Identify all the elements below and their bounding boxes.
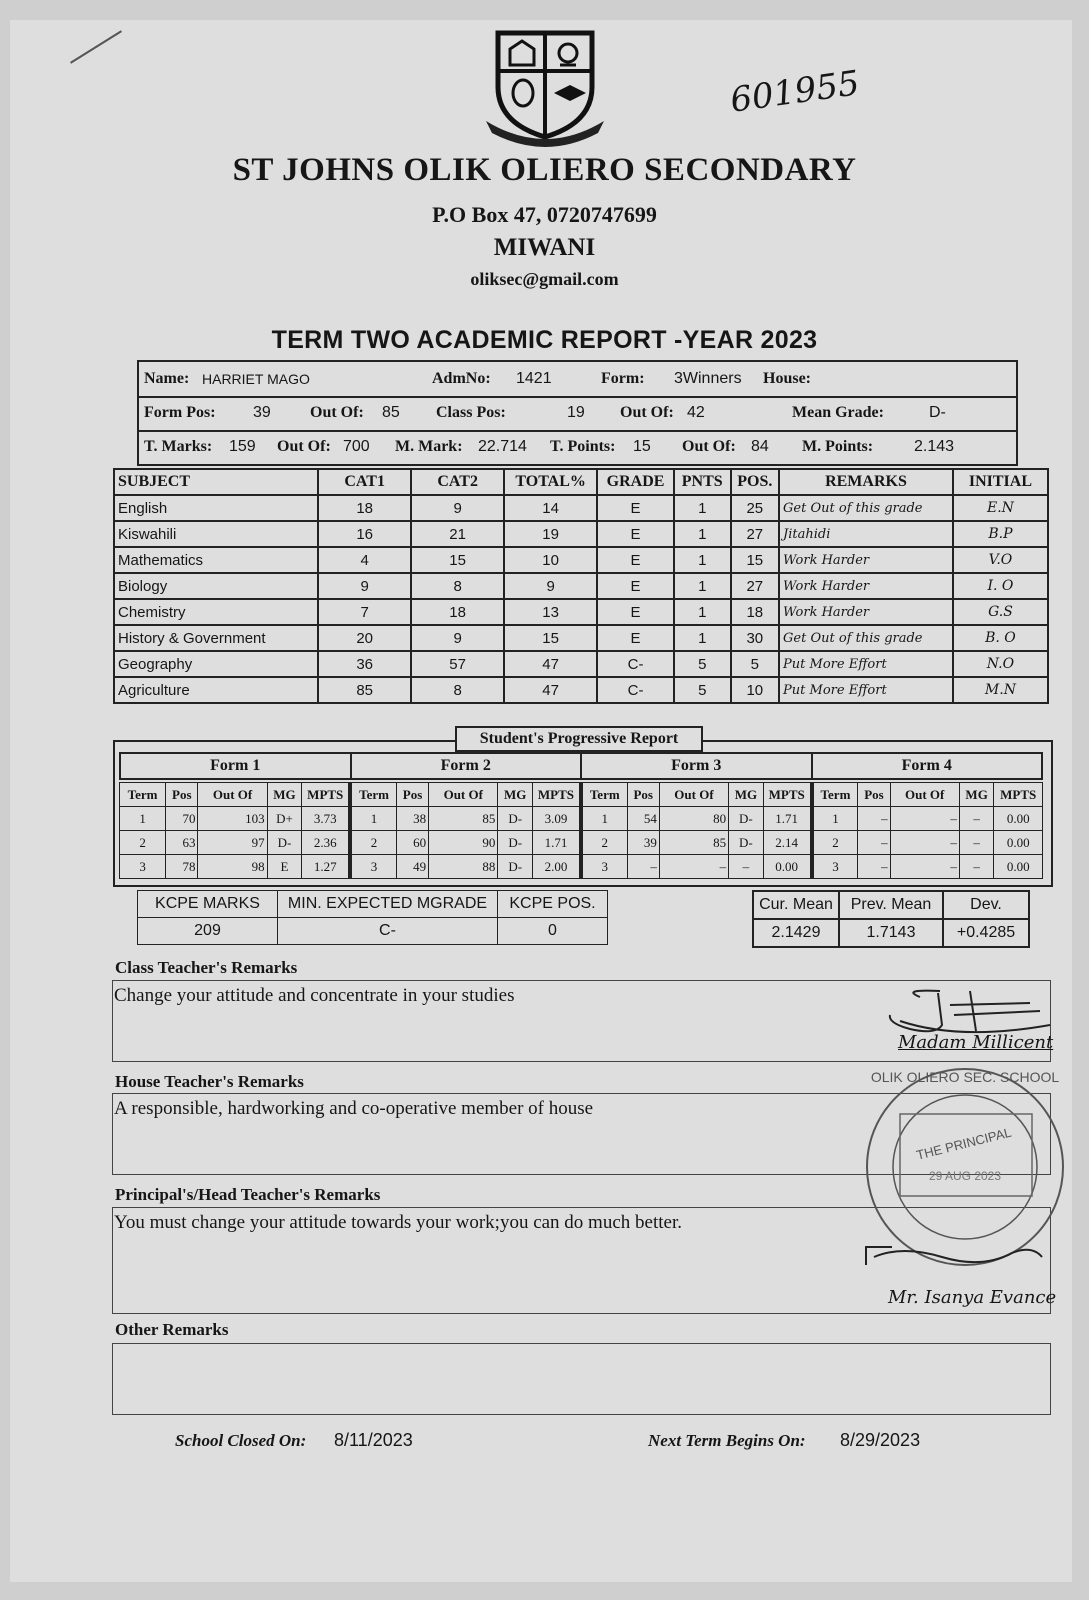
- form4-mpts: 0.00: [994, 855, 1043, 879]
- remark: Get Out of this grade: [779, 625, 953, 651]
- t-points-out-value: 84: [751, 438, 769, 455]
- position: 27: [731, 521, 780, 547]
- col-header-points: PNTS: [674, 469, 731, 495]
- form4-pos: –: [858, 855, 890, 879]
- subject-row: [114, 677, 1048, 703]
- remark: Work Harder: [779, 599, 953, 625]
- points: 5: [674, 651, 731, 677]
- teacher-initial: N.O: [953, 651, 1048, 677]
- total-percent: 9: [504, 573, 597, 599]
- subject-row: [114, 651, 1048, 677]
- form1-mg: D+: [267, 807, 302, 831]
- points: 1: [674, 599, 731, 625]
- form4-term: 3: [812, 855, 858, 879]
- name-label: Name:: [144, 370, 190, 387]
- po-box: P.O Box 47, 0720747699: [432, 202, 657, 227]
- info-row-positions: [139, 396, 1016, 432]
- remark: Work Harder: [779, 573, 953, 599]
- total-percent: 13: [504, 599, 597, 625]
- subject-row: [114, 573, 1048, 599]
- subject-name: Mathematics: [114, 547, 318, 573]
- class-pos-value: 19: [567, 404, 585, 421]
- form-2-header: Form 2: [351, 753, 582, 779]
- house-teacher-remarks-text: A responsible, hardworking and co-operative member of house: [114, 1098, 594, 1119]
- points: 1: [674, 495, 731, 521]
- adm-number: 1421: [516, 370, 552, 387]
- next-term-date: 8/29/2023: [840, 1430, 921, 1450]
- total-percent: 19: [504, 521, 597, 547]
- grade: E: [597, 599, 674, 625]
- total-percent: 47: [504, 651, 597, 677]
- subject-row: [114, 495, 1048, 521]
- m-mark-label: M. Mark:: [395, 438, 463, 455]
- form-out-label: Out Of:: [310, 404, 364, 421]
- info-row-identity: [139, 362, 1016, 398]
- mean-grade-value: D-: [929, 404, 946, 421]
- total-percent: 15: [504, 625, 597, 651]
- form4-term-header: Term: [812, 783, 858, 807]
- next-term-label: Next Term Begins On:: [648, 1431, 806, 1450]
- kcpe-pos-value: 0: [498, 918, 608, 945]
- points: 1: [674, 573, 731, 599]
- form-label: Form:: [601, 370, 645, 387]
- form3-mg-header: MG: [729, 783, 764, 807]
- form3-out-of: 85: [659, 831, 728, 855]
- subjects-header-row: [114, 469, 1048, 495]
- form2-term-header: Term: [350, 783, 396, 807]
- form2-mg: D-: [498, 831, 533, 855]
- form4-pos: –: [858, 831, 890, 855]
- col-header-position: POS.: [731, 469, 780, 495]
- principal-name: Mr. Isanya Evance: [888, 1287, 1057, 1308]
- progress-row: [120, 831, 1043, 855]
- cat1-score: 36: [318, 651, 411, 677]
- teacher-initial: M.N: [953, 677, 1048, 703]
- form1-pos: 78: [166, 855, 198, 879]
- form3-pos: 54: [627, 807, 659, 831]
- other-remarks-label: Other Remarks: [115, 1320, 229, 1339]
- form-out-value: 85: [382, 404, 400, 421]
- cat1-score: 4: [318, 547, 411, 573]
- cat2-score: 9: [411, 495, 504, 521]
- form1-term: 3: [120, 855, 166, 879]
- form-1-header: Form 1: [120, 753, 351, 779]
- grade: E: [597, 573, 674, 599]
- form1-mg: E: [267, 855, 302, 879]
- form3-out-of: –: [659, 855, 728, 879]
- col-header-cat2: CAT2: [411, 469, 504, 495]
- form2-mpts-header: MPTS: [532, 783, 580, 807]
- form1-term-header: Term: [120, 783, 166, 807]
- kcpe-pos-header: KCPE POS.: [498, 891, 608, 918]
- house-teacher-remarks-label: House Teacher's Remarks: [115, 1072, 304, 1091]
- form2-mg: D-: [498, 807, 533, 831]
- cat2-score: 8: [411, 573, 504, 599]
- form1-pos: 70: [166, 807, 198, 831]
- form2-term: 1: [350, 807, 396, 831]
- form1-mpts: 3.73: [302, 807, 350, 831]
- cat2-score: 8: [411, 677, 504, 703]
- grade: C-: [597, 677, 674, 703]
- form4-out-of-header: Out Of: [890, 783, 959, 807]
- report-title: TERM TWO ACADEMIC REPORT -YEAR 2023: [271, 326, 818, 354]
- form1-mg-header: MG: [267, 783, 302, 807]
- remark: Get Out of this grade: [779, 495, 953, 521]
- form1-term: 1: [120, 807, 166, 831]
- mean-value-row: [753, 919, 1029, 947]
- t-marks-value: 159: [229, 438, 256, 455]
- form1-term: 2: [120, 831, 166, 855]
- principal-signature: [862, 1235, 1052, 1275]
- form1-mpts: 2.36: [302, 831, 350, 855]
- teacher-initial: I. O: [953, 573, 1048, 599]
- form3-pos-header: Pos: [627, 783, 659, 807]
- form2-mpts: 2.00: [532, 855, 580, 879]
- form4-mpts-header: MPTS: [994, 783, 1043, 807]
- stamp-title: THE PRINCIPAL: [914, 1124, 1013, 1163]
- min-expected-mgrade-value: C-: [278, 918, 498, 945]
- kcpe-marks-value: 209: [138, 918, 278, 945]
- school-crest-logo: [480, 25, 610, 147]
- cat1-score: 7: [318, 599, 411, 625]
- form2-out-of: 85: [429, 807, 498, 831]
- form-4-header: Form 4: [812, 753, 1043, 779]
- position: 5: [731, 651, 780, 677]
- form1-out-of-header: Out Of: [198, 783, 267, 807]
- position: 25: [731, 495, 780, 521]
- m-points-label: M. Points:: [802, 438, 874, 455]
- other-remarks-box: [112, 1343, 1051, 1415]
- m-points-value: 2.143: [914, 438, 955, 455]
- progress-report-title: Student's Progressive Report: [455, 726, 703, 752]
- form2-mg: D-: [498, 855, 533, 879]
- form2-term: 2: [350, 831, 396, 855]
- col-header-remarks: REMARKS: [779, 469, 953, 495]
- mean-table: [752, 890, 1030, 948]
- total-percent: 47: [504, 677, 597, 703]
- form1-mpts: 1.27: [302, 855, 350, 879]
- col-header-total: TOTAL%: [504, 469, 597, 495]
- cat2-score: 21: [411, 521, 504, 547]
- subject-name: Kiswahili: [114, 521, 318, 547]
- teacher-initial: B. O: [953, 625, 1048, 651]
- teacher-initial: G.S: [953, 599, 1048, 625]
- cat2-score: 9: [411, 625, 504, 651]
- student-info-box: [137, 360, 1018, 466]
- cur-mean-value: 2.1429: [753, 919, 839, 947]
- remark: Put More Effort: [779, 651, 953, 677]
- form3-mpts: 0.00: [763, 855, 811, 879]
- prev-mean-header: Prev. Mean: [839, 891, 943, 919]
- mean-grade-label: Mean Grade:: [792, 404, 884, 421]
- subjects-table: [113, 468, 1049, 704]
- form3-mpts: 2.14: [763, 831, 811, 855]
- remark: Jitahidi: [779, 521, 953, 547]
- col-header-cat1: CAT1: [318, 469, 411, 495]
- points: 5: [674, 677, 731, 703]
- cat1-score: 85: [318, 677, 411, 703]
- grade: E: [597, 495, 674, 521]
- subject-row: [114, 625, 1048, 651]
- progress-row: [120, 855, 1043, 879]
- form1-out-of: 97: [198, 831, 267, 855]
- position: 10: [731, 677, 780, 703]
- col-header-subject: SUBJECT: [114, 469, 318, 495]
- cur-mean-header: Cur. Mean: [753, 891, 839, 919]
- kcpe-header-row: [138, 891, 608, 918]
- form4-term: 2: [812, 831, 858, 855]
- class-teacher-remarks-label: Class Teacher's Remarks: [115, 958, 298, 977]
- form2-mg-header: MG: [498, 783, 533, 807]
- form3-term: 3: [581, 855, 627, 879]
- form4-mpts: 0.00: [994, 807, 1043, 831]
- form1-pos-header: Pos: [166, 783, 198, 807]
- mean-header-row: [753, 891, 1029, 919]
- teacher-initial: B.P: [953, 521, 1048, 547]
- school-email: oliksec@gmail.com: [470, 269, 619, 289]
- total-percent: 10: [504, 547, 597, 573]
- subject-row: [114, 521, 1048, 547]
- form3-term: 2: [581, 831, 627, 855]
- form3-pos: –: [627, 855, 659, 879]
- form2-pos-header: Pos: [396, 783, 428, 807]
- points: 1: [674, 625, 731, 651]
- cat1-score: 16: [318, 521, 411, 547]
- form2-term: 3: [350, 855, 396, 879]
- house-label: House:: [763, 370, 811, 387]
- kcpe-marks-header: KCPE MARKS: [138, 891, 278, 918]
- principal-remarks-label: Principal's/Head Teacher's Remarks: [115, 1185, 381, 1204]
- form3-pos: 39: [627, 831, 659, 855]
- form2-out-of: 90: [429, 831, 498, 855]
- col-header-grade: GRADE: [597, 469, 674, 495]
- subject-name: English: [114, 495, 318, 521]
- school-closed-label: School Closed On:: [175, 1431, 307, 1450]
- form2-pos: 49: [396, 855, 428, 879]
- cat2-score: 15: [411, 547, 504, 573]
- points: 1: [674, 521, 731, 547]
- form4-mg: –: [959, 831, 994, 855]
- form3-out-of-header: Out Of: [659, 783, 728, 807]
- class-teacher-remarks-text: Change your attitude and concentrate in your studies: [114, 985, 515, 1006]
- total-percent: 14: [504, 495, 597, 521]
- cat2-score: 18: [411, 599, 504, 625]
- form4-pos: –: [858, 807, 890, 831]
- teacher-initial: E.N: [953, 495, 1048, 521]
- school-name: ST JOHNS OLIK OLIERO SECONDARY: [232, 152, 857, 188]
- form4-out-of: –: [890, 807, 959, 831]
- stamp-ring-text: OLIK OLIERO SEC. SCHOOL: [870, 1069, 1060, 1085]
- form-pos-value: 39: [253, 404, 271, 421]
- form3-mpts-header: MPTS: [763, 783, 811, 807]
- subject-name: Agriculture: [114, 677, 318, 703]
- class-out-label: Out Of:: [620, 404, 674, 421]
- form1-mg: D-: [267, 831, 302, 855]
- principal-remarks-text: You must change your attitude towards your work;you can do much better.: [114, 1212, 682, 1233]
- form2-pos: 38: [396, 807, 428, 831]
- form2-out-of-header: Out Of: [429, 783, 498, 807]
- cat1-score: 18: [318, 495, 411, 521]
- progress-row: [120, 807, 1043, 831]
- position: 18: [731, 599, 780, 625]
- student-name: HARRIET MAGO: [202, 371, 310, 387]
- form4-pos-header: Pos: [858, 783, 890, 807]
- teacher-initial: V.O: [953, 547, 1048, 573]
- position: 15: [731, 547, 780, 573]
- form3-term: 1: [581, 807, 627, 831]
- class-pos-label: Class Pos:: [436, 404, 506, 421]
- kcpe-value-row: [138, 918, 608, 945]
- form4-mpts: 0.00: [994, 831, 1043, 855]
- form4-out-of: –: [890, 855, 959, 879]
- deviation-value: +0.4285: [943, 919, 1029, 947]
- info-row-totals: [139, 430, 1016, 464]
- progress-subheader-row: [120, 783, 1043, 807]
- form4-term: 1: [812, 807, 858, 831]
- t-points-value: 15: [633, 438, 651, 455]
- form3-term-header: Term: [581, 783, 627, 807]
- points: 1: [674, 547, 731, 573]
- form3-mg: D-: [729, 807, 764, 831]
- form3-mpts: 1.71: [763, 807, 811, 831]
- progress-forms-header: [119, 752, 1043, 780]
- form4-mg: –: [959, 855, 994, 879]
- subject-name: Geography: [114, 651, 318, 677]
- stamp-date: 29 AUG 2023: [928, 1169, 1002, 1183]
- t-marks-out-value: 700: [343, 438, 370, 455]
- form2-mpts: 3.09: [532, 807, 580, 831]
- form2-out-of: 88: [429, 855, 498, 879]
- m-mark-value: 22.714: [478, 438, 527, 455]
- remark: Put More Effort: [779, 677, 953, 703]
- class-out-value: 42: [687, 404, 705, 421]
- school-closed-date: 8/11/2023: [334, 1430, 413, 1450]
- min-expected-mgrade-header: MIN. EXPECTED MGRADE: [278, 891, 498, 918]
- form3-mg: D-: [729, 831, 764, 855]
- form1-mpts-header: MPTS: [302, 783, 350, 807]
- subject-name: Chemistry: [114, 599, 318, 625]
- form4-mg: –: [959, 807, 994, 831]
- kcpe-table: [137, 890, 608, 945]
- cat2-score: 57: [411, 651, 504, 677]
- adm-label: AdmNo:: [432, 370, 491, 387]
- subject-name: History & Government: [114, 625, 318, 651]
- t-points-out-label: Out Of:: [682, 438, 736, 455]
- grade: C-: [597, 651, 674, 677]
- form4-mg-header: MG: [959, 783, 994, 807]
- deviation-header: Dev.: [943, 891, 1029, 919]
- form2-mpts: 1.71: [532, 831, 580, 855]
- subject-name: Biology: [114, 573, 318, 599]
- form3-out-of: 80: [659, 807, 728, 831]
- form4-out-of: –: [890, 831, 959, 855]
- grade: E: [597, 625, 674, 651]
- form-value: 3Winners: [674, 370, 742, 387]
- remark: Work Harder: [779, 547, 953, 573]
- reference-number: 601955: [727, 63, 862, 121]
- grade: E: [597, 521, 674, 547]
- form-3-header: Form 3: [581, 753, 812, 779]
- form2-pos: 60: [396, 831, 428, 855]
- cat1-score: 9: [318, 573, 411, 599]
- grade: E: [597, 547, 674, 573]
- form1-out-of: 103: [198, 807, 267, 831]
- col-header-initial: INITIAL: [953, 469, 1048, 495]
- prev-mean-value: 1.7143: [839, 919, 943, 947]
- forms-header-row: [120, 753, 1042, 779]
- form3-mg: –: [729, 855, 764, 879]
- town: MIWANI: [493, 234, 596, 261]
- cat1-score: 20: [318, 625, 411, 651]
- form1-pos: 63: [166, 831, 198, 855]
- position: 27: [731, 573, 780, 599]
- class-teacher-name: Madam Millicent: [898, 1032, 1054, 1053]
- progress-table: [119, 782, 1043, 879]
- t-marks-out-label: Out Of:: [277, 438, 331, 455]
- subject-row: [114, 599, 1048, 625]
- position: 30: [731, 625, 780, 651]
- form1-out-of: 98: [198, 855, 267, 879]
- t-points-label: T. Points:: [550, 438, 616, 455]
- subject-row: [114, 547, 1048, 573]
- form-pos-label: Form Pos:: [144, 404, 216, 421]
- t-marks-label: T. Marks:: [144, 438, 213, 455]
